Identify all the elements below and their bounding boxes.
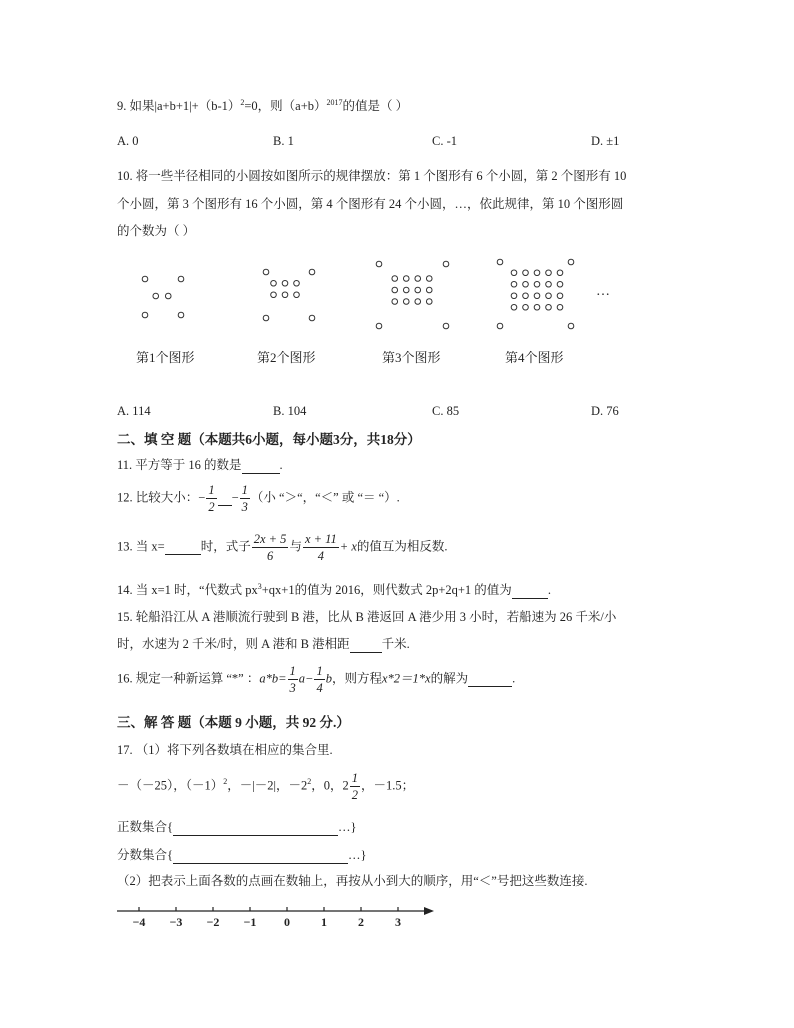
number-line-label: 2 bbox=[358, 915, 364, 929]
q13-den2: 4 bbox=[317, 549, 324, 563]
q9-option-d: D. ±1 bbox=[591, 134, 620, 148]
q14-exp: 3 bbox=[257, 581, 262, 591]
section3-title: 三、解 答 题（本题 9 小题，共 92 分.） bbox=[117, 715, 350, 730]
q17-exp-b: 2 bbox=[307, 777, 312, 787]
q10-line2: 个小圆，第 3 个图形有 16 个小圆，第 4 个图形有 24 个小圆，…，依此规律，第 10 个图形圆 bbox=[117, 197, 624, 211]
q9-text-c: 的值是（ ） bbox=[342, 99, 409, 113]
q15-line1: 15. 轮船沿江从 A 港顺流行驶到 B 港，比从 B 港返回 A 港少用 3 小时，若船速为 26 千米/小 bbox=[117, 610, 617, 624]
q12-den2: 3 bbox=[241, 500, 248, 514]
q9-exp2017: 2017 bbox=[326, 97, 343, 107]
q10-option-a: A. 114 bbox=[117, 404, 151, 418]
q13-num1: 2x + 5 bbox=[253, 532, 287, 546]
q13-den1: 6 bbox=[266, 549, 274, 563]
q16-num1: 1 bbox=[289, 664, 296, 678]
q10-line1: 10. 将一些半径相同的小圆按如图所示的规律摆放：第 1 个图形有 6 个小圆，第 2 个图形有 10 bbox=[117, 169, 627, 183]
q12-neg: − bbox=[198, 490, 206, 505]
q13-plus-x: + x bbox=[339, 539, 357, 554]
q13-and: 与 bbox=[289, 539, 302, 554]
number-line-label: 1 bbox=[321, 915, 327, 929]
q12-text: 12. 比较大小： bbox=[117, 490, 199, 505]
fraction-set-label: 分数集合{ bbox=[117, 848, 173, 862]
figure-caption-2: 第2个图形 bbox=[257, 350, 316, 365]
q10-option-c: C. 85 bbox=[432, 404, 460, 418]
q11-text: 11. 平方等于 16 的数是 bbox=[117, 458, 242, 472]
number-line-label: −4 bbox=[132, 915, 146, 929]
q16-def: a*b= bbox=[259, 671, 287, 686]
number-line-label: 0 bbox=[284, 915, 290, 929]
q16-equation: x*2＝1*x bbox=[382, 671, 431, 686]
q16-text-g: 的解为 bbox=[430, 671, 469, 686]
q10-line3: 的个数为（ ） bbox=[117, 224, 196, 238]
q13-text-a: 13. 当 x= bbox=[117, 539, 165, 554]
q16-a-minus: a− bbox=[298, 671, 314, 686]
q9-exp: 2 bbox=[240, 97, 245, 107]
q13-text-d: 的值互为相反数. bbox=[356, 539, 448, 554]
q15-text-b: 千米. bbox=[381, 637, 410, 651]
q15-text-a: 时，水速为 2 千米/时，则 A 港和 B 港相距 bbox=[117, 637, 350, 651]
q16-den2: 4 bbox=[316, 681, 323, 695]
q11-end: . bbox=[279, 458, 283, 472]
q17-exp-a: 2 bbox=[223, 777, 228, 787]
q16-b: b bbox=[325, 671, 332, 686]
positive-set-end: …} bbox=[338, 820, 357, 834]
q16-end: . bbox=[512, 671, 516, 686]
q9-text-a: 9. 如果|a+b+1|+（b-1） bbox=[117, 99, 241, 113]
figures-ellipsis: … bbox=[596, 284, 610, 299]
q17-nums-c: ，0，2 bbox=[311, 778, 349, 793]
q17-mixed-num: 1 bbox=[351, 771, 359, 785]
q17-part2: （2）把表示上面各数的点画在数轴上，再按从小到大的顺序，用“＜”号把这些数连接. bbox=[117, 874, 588, 888]
fraction-set-end: …} bbox=[348, 848, 367, 862]
q10-option-b: B. 104 bbox=[273, 404, 307, 418]
q17-part1: 17. （1）将下列各数填在相应的集合里. bbox=[117, 743, 333, 757]
figure-caption-4: 第4个图形 bbox=[505, 350, 564, 365]
q14-end: . bbox=[547, 583, 551, 597]
positive-set-label: 正数集合{ bbox=[117, 820, 173, 834]
q14-text-a: 14. 当 x=1 时，“代数式 px bbox=[117, 583, 258, 597]
q17-nums-a: －（－25），（－1） bbox=[117, 778, 224, 793]
q12-num1: 1 bbox=[208, 483, 215, 497]
q13-text-b: 时，式子 bbox=[200, 539, 251, 554]
q12-num2: 1 bbox=[241, 483, 248, 497]
q16-den1: 3 bbox=[289, 681, 296, 695]
q10-option-d: D. 76 bbox=[591, 404, 619, 418]
q9-option-a: A. 0 bbox=[117, 134, 139, 148]
q17-nums-b: ，－|－2|，－2 bbox=[227, 778, 308, 793]
q12-minus: − bbox=[231, 490, 239, 505]
figure-caption-3: 第3个图形 bbox=[382, 350, 441, 365]
number-line-arrow-icon bbox=[424, 907, 434, 915]
q16-num2: 1 bbox=[316, 664, 323, 678]
number-line-label: 3 bbox=[395, 915, 401, 929]
q17-mixed-den: 2 bbox=[351, 788, 359, 802]
q12-hint: （小 “＞“，“＜” 或 “＝ “）. bbox=[250, 490, 400, 505]
q9-option-b: B. 1 bbox=[273, 134, 294, 148]
number-line-label: −2 bbox=[206, 915, 220, 929]
q9-text-b: =0，则（a+b） bbox=[244, 99, 327, 113]
number-line-label: −1 bbox=[243, 915, 257, 929]
figure-caption-1: 第1个图形 bbox=[136, 350, 195, 365]
q14-text-b: +qx+1的值为 2016，则代数式 2p+2q+1 的值为 bbox=[261, 583, 512, 597]
q16-text-e: ，则方程 bbox=[331, 671, 382, 686]
q16-text-a: 16. 规定一种新运算 “*” ： bbox=[117, 671, 260, 686]
q17-nums-d: ，－1.5； bbox=[361, 778, 415, 793]
q9-option-c: C. -1 bbox=[432, 134, 457, 148]
number-line-label: −3 bbox=[169, 915, 183, 929]
section2-title: 二、填 空 题（本题共6小题，每小题3分，共18分） bbox=[117, 432, 421, 447]
q12-den1: 2 bbox=[208, 500, 215, 514]
q13-num2: x + 11 bbox=[304, 532, 337, 546]
